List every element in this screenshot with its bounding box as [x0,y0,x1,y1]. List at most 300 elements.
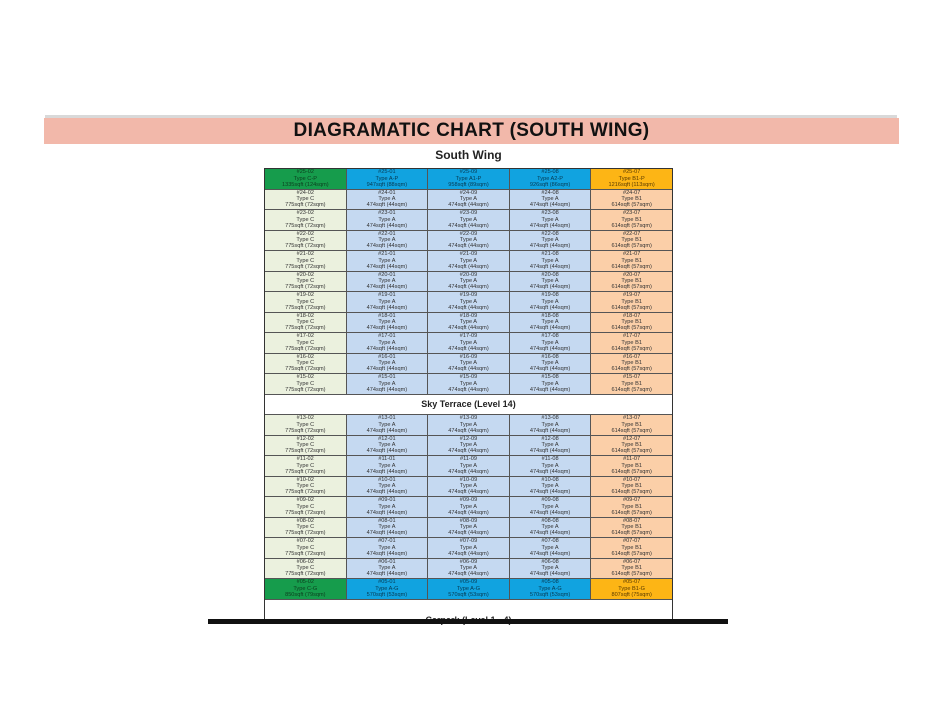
unit-unit: #07-02 [296,538,314,545]
unit-type: Type B1 [621,298,642,305]
unit-type: Type A-G [456,585,481,592]
unit-cell [428,518,510,539]
unit-area: 614sqft (57sqm) [611,222,652,229]
unit-area: 474sqft (44sqm) [448,284,489,291]
unit-unit: #09-01 [378,497,396,504]
unit-type: Type A-G [375,585,399,592]
unit-cell [347,579,429,600]
upper-floors [265,169,672,395]
unit-cell [510,497,592,518]
unit-type: Type A [541,380,559,387]
unit-cell [347,169,429,190]
unit-unit: #10-08 [541,476,559,483]
unit-unit: #22-01 [378,230,396,237]
unit-area: 474sqft (44sqm) [448,509,489,516]
unit-area: 614sqft (57sqm) [611,304,652,311]
unit-type: Type C-P [293,175,317,182]
floor-row [265,456,672,477]
unit-cell [591,251,672,272]
unit-area: 775sqft (72sqm) [285,530,326,537]
unit-type: Type A [541,360,559,367]
unit-unit: #08-02 [296,517,314,524]
baseline-bar [208,619,728,624]
unit-unit: #22-08 [541,230,559,237]
unit-area: 775sqft (72sqm) [285,366,326,373]
unit-type: Type A [541,298,559,305]
unit-cell [591,436,672,457]
unit-unit: #21-02 [296,251,314,258]
unit-type: Type C [296,524,315,531]
unit-type: Type A [541,483,559,490]
floor-row [265,518,672,539]
unit-cell [510,169,592,190]
unit-area: 474sqft (44sqm) [448,489,489,496]
unit-type: Type A [378,442,396,449]
unit-area: 614sqft (57sqm) [611,263,652,270]
unit-area: 775sqft (72sqm) [285,304,326,311]
unit-area: 807sqft (75sqm) [611,591,652,598]
unit-cell [428,354,510,375]
chart-subtitle: South Wing [435,148,502,162]
unit-unit: #12-01 [378,435,396,442]
unit-area: 775sqft (72sqm) [285,571,326,578]
unit-cell [347,518,429,539]
unit-cell [347,190,429,211]
unit-unit: #23-08 [541,210,559,217]
unit-area: 474sqft (44sqm) [448,550,489,557]
unit-cell [265,436,347,457]
unit-type: Type A [541,421,559,428]
unit-cell [510,559,592,580]
unit-area: 474sqft (44sqm) [529,448,571,455]
unit-type: Type A [541,278,559,285]
unit-cell [347,559,429,580]
unit-cell [510,436,592,457]
unit-area: 775sqft (72sqm) [285,243,326,250]
unit-area: 614sqft (57sqm) [611,530,652,537]
unit-cell [510,415,592,436]
floor-row [265,210,672,231]
unit-type: Type A [378,503,396,510]
unit-area: 474sqft (44sqm) [448,202,489,209]
unit-area: 474sqft (44sqm) [448,243,489,250]
unit-area: 474sqft (44sqm) [366,427,408,434]
unit-type: Type A [541,319,559,326]
unit-type: Type C [296,442,315,449]
unit-unit: #11-01 [378,456,396,463]
unit-unit: #10-02 [296,476,314,483]
unit-cell [265,272,347,293]
unit-type: Type C [296,380,315,387]
unit-area: 614sqft (57sqm) [611,202,652,209]
unit-cell [510,313,592,334]
unit-type: Type A [459,257,478,264]
floor-row [265,497,672,518]
unit-area: 474sqft (44sqm) [366,366,408,373]
unit-area: 474sqft (44sqm) [529,509,571,516]
unit-unit: #07-07 [622,538,641,545]
unit-cell [347,415,429,436]
unit-unit: #08-08 [541,517,559,524]
unit-cell [428,169,510,190]
unit-cell [428,333,510,354]
unit-type: Type A [541,442,559,449]
unit-area: 614sqft (57sqm) [611,468,652,475]
unit-area: 474sqft (44sqm) [366,243,408,250]
unit-cell [591,415,672,436]
unit-cell [591,169,672,190]
unit-unit: #06-09 [459,558,478,565]
unit-cell [591,292,672,313]
unit-cell [510,292,592,313]
floor-row [265,374,672,395]
unit-cell [591,374,672,395]
unit-type: Type A [459,360,478,367]
unit-unit: #09-07 [622,497,641,504]
unit-area: 775sqft (72sqm) [285,386,326,393]
unit-area: 474sqft (44sqm) [529,489,571,496]
unit-unit: #24-01 [378,189,396,196]
unit-type: Type B1 [621,216,642,223]
unit-cell [428,579,510,600]
unit-unit: #24-08 [541,189,559,196]
unit-area: 775sqft (72sqm) [285,550,326,557]
unit-area: 474sqft (44sqm) [448,222,489,229]
unit-cell [510,579,592,600]
unit-type: Type C [296,298,315,305]
unit-type: Type C [296,565,315,572]
unit-unit: #06-08 [541,558,559,565]
unit-unit: #09-09 [459,497,478,504]
unit-type: Type B1 [621,565,642,572]
unit-type: Type B1-G [618,585,646,592]
unit-unit: #12-09 [459,435,478,442]
unit-unit: #18-07 [622,312,641,319]
unit-area: 474sqft (44sqm) [529,263,571,270]
floor-row [265,272,672,293]
unit-unit: #06-07 [622,558,641,565]
unit-area: 474sqft (44sqm) [529,427,571,434]
unit-type: Type C [296,216,315,223]
floor-row [265,231,672,252]
unit-area: 474sqft (44sqm) [366,448,408,455]
unit-area: 474sqft (44sqm) [366,222,408,229]
unit-area: 775sqft (72sqm) [285,345,326,352]
unit-unit: #24-09 [459,189,478,196]
unit-unit: #13-09 [459,415,478,422]
unit-unit: #05-07 [622,579,641,586]
unit-unit: #17-09 [459,333,478,340]
unit-cell [591,518,672,539]
unit-area: 775sqft (72sqm) [285,489,326,496]
unit-type: Type A-P [375,175,399,182]
unit-area: 474sqft (44sqm) [529,345,571,352]
unit-cell [510,333,592,354]
unit-unit: #18-01 [378,312,396,319]
unit-type: Type C [296,257,315,264]
unit-cell [265,456,347,477]
unit-area: 947sqft (88sqm) [366,181,408,188]
unit-type: Type A [459,442,478,449]
unit-cell [428,538,510,559]
unit-type: Type A [459,196,478,203]
unit-type: Type A [459,544,478,551]
unit-cell [347,272,429,293]
unit-area: 474sqft (44sqm) [366,263,408,270]
unit-unit: #16-07 [622,353,641,360]
unit-unit: #24-02 [296,189,314,196]
unit-area: 775sqft (72sqm) [285,263,326,270]
unit-cell [510,190,592,211]
unit-type: Type C [296,319,315,326]
unit-unit: #22-07 [622,230,641,237]
unit-unit: #17-01 [378,333,396,340]
unit-unit: #20-09 [459,271,478,278]
unit-area: 474sqft (44sqm) [366,530,408,537]
unit-unit: #23-07 [622,210,641,217]
unit-type: Type A [541,544,559,551]
unit-type: Type A [541,216,559,223]
unit-area: 775sqft (72sqm) [285,222,326,229]
unit-cell [428,374,510,395]
unit-cell [265,477,347,498]
floor-row [265,436,672,457]
unit-unit: #21-09 [459,251,478,258]
unit-unit: #23-09 [459,210,478,217]
unit-type: Type A-G [538,585,562,592]
unit-cell [265,231,347,252]
unit-unit: #11-02 [296,456,314,463]
unit-cell [265,169,347,190]
unit-unit: #05-08 [541,579,559,586]
unit-unit: #09-08 [541,497,559,504]
unit-unit: #21-01 [378,251,396,258]
unit-cell [591,210,672,231]
unit-area: 570sqft (53sqm) [529,591,571,598]
floor-row [265,292,672,313]
unit-cell [347,313,429,334]
unit-area: 474sqft (44sqm) [448,448,489,455]
unit-area: 474sqft (44sqm) [529,222,571,229]
unit-type: Type A [459,483,478,490]
unit-unit: #11-08 [541,456,559,463]
unit-type: Type B1 [621,442,642,449]
floor-row [265,415,672,436]
unit-cell [347,456,429,477]
unit-unit: #05-09 [459,579,478,586]
unit-area: 570sqft (53sqm) [366,591,408,598]
unit-unit: #25-09 [459,169,478,176]
unit-type: Type A [541,503,559,510]
unit-unit: #25-01 [378,169,396,176]
unit-cell [510,231,592,252]
unit-cell [265,415,347,436]
unit-unit: #12-07 [622,435,641,442]
unit-type: Type A [541,524,559,531]
unit-type: Type C [296,421,315,428]
unit-unit: #17-07 [622,333,641,340]
unit-unit: #16-09 [459,353,478,360]
unit-cell [428,436,510,457]
unit-cell [591,231,672,252]
unit-type: Type A1-P [455,175,482,182]
unit-type: Type C [296,196,315,203]
unit-cell [265,190,347,211]
unit-type: Type A [378,319,396,326]
unit-area: 474sqft (44sqm) [529,468,571,475]
floor-row [265,190,672,211]
unit-area: 775sqft (72sqm) [285,284,326,291]
unit-cell [428,292,510,313]
unit-cell [347,436,429,457]
unit-type: Type B1 [621,380,642,387]
unit-cell [510,272,592,293]
unit-unit: #11-09 [459,456,477,463]
unit-cell [591,538,672,559]
floor-row [265,251,672,272]
unit-unit: #08-01 [378,517,396,524]
unit-type: Type A [541,196,559,203]
unit-unit: #20-02 [296,271,314,278]
unit-type: Type A [459,565,478,572]
unit-unit: #15-07 [622,374,641,381]
unit-unit: #20-01 [378,271,396,278]
unit-type: Type C [296,339,315,346]
unit-unit: #25-02 [296,169,314,176]
unit-cell [591,272,672,293]
unit-unit: #15-08 [541,374,559,381]
unit-cell [510,251,592,272]
unit-type: Type A [378,216,396,223]
unit-unit: #09-02 [296,497,314,504]
unit-area: 474sqft (44sqm) [529,571,571,578]
unit-unit: #24-07 [622,189,641,196]
unit-area: 474sqft (44sqm) [448,304,489,311]
unit-cell [591,477,672,498]
unit-unit: #13-02 [296,415,314,422]
unit-area: 1335sqft (124sqm) [281,181,329,188]
unit-type: Type A [378,565,396,572]
unit-type: Type A [541,462,559,469]
unit-cell [347,251,429,272]
unit-unit: #19-07 [622,292,641,299]
unit-unit: #18-08 [541,312,559,319]
unit-area: 474sqft (44sqm) [529,202,571,209]
unit-type: Type B1 [621,319,642,326]
unit-area: 570sqft (53sqm) [448,591,489,598]
unit-cell [265,210,347,231]
unit-type: Type A [459,237,478,244]
unit-type: Type A [541,257,559,264]
unit-area: 614sqft (57sqm) [611,386,652,393]
unit-unit: #25-08 [541,169,559,176]
unit-type: Type A [378,196,396,203]
unit-cell [347,538,429,559]
unit-type: Type A [378,278,396,285]
unit-area: 474sqft (44sqm) [366,284,408,291]
floor-row [265,538,672,559]
unit-area: 474sqft (44sqm) [366,571,408,578]
unit-area: 474sqft (44sqm) [366,304,408,311]
unit-area: 474sqft (44sqm) [366,202,408,209]
unit-type: Type B1 [621,421,642,428]
unit-unit: #16-02 [296,353,314,360]
floor-row [265,477,672,498]
unit-unit: #05-02 [296,579,314,586]
unit-cell [591,579,672,600]
unit-type: Type A [378,462,396,469]
floor-row [265,354,672,375]
unit-type: Type B1-P [618,175,645,182]
unit-type: Type C [296,483,315,490]
unit-cell [265,579,347,600]
unit-area: 614sqft (57sqm) [611,427,652,434]
unit-type: Type B1 [621,278,642,285]
unit-type: Type B1 [621,196,642,203]
unit-cell [428,415,510,436]
unit-unit: #22-02 [296,230,314,237]
unit-cell [347,210,429,231]
unit-unit: #10-01 [378,476,396,483]
unit-type: Type A [459,380,478,387]
unit-type: Type B1 [621,257,642,264]
unit-cell [347,497,429,518]
unit-unit: #07-01 [378,538,396,545]
unit-area: 1216sqft (113sqm) [608,181,655,188]
unit-cell [265,333,347,354]
unit-unit: #22-09 [459,230,478,237]
unit-type: Type A [541,237,559,244]
unit-type: Type B1 [621,339,642,346]
unit-unit: #07-09 [459,538,478,545]
unit-unit: #06-02 [296,558,314,565]
unit-area: 474sqft (44sqm) [366,325,408,332]
unit-type: Type C [296,462,315,469]
unit-area: 614sqft (57sqm) [611,325,652,332]
unit-unit: #21-08 [541,251,559,258]
unit-unit: #15-01 [378,374,396,381]
unit-area: 474sqft (44sqm) [366,386,408,393]
unit-unit: #25-07 [622,169,641,176]
unit-cell [347,333,429,354]
unit-area: 474sqft (44sqm) [366,550,408,557]
unit-unit: #15-02 [296,374,314,381]
unit-cell [428,210,510,231]
unit-type: Type A [459,462,478,469]
unit-area: 474sqft (44sqm) [529,243,571,250]
unit-area: 614sqft (57sqm) [611,489,652,496]
unit-type: Type A [378,483,396,490]
unit-cell [265,497,347,518]
unit-type: Type C [296,544,315,551]
unit-cell [265,538,347,559]
unit-cell [591,190,672,211]
unit-type: Type A [378,524,396,531]
lower-floors [265,415,672,600]
unit-cell [510,538,592,559]
unit-area: 474sqft (44sqm) [448,386,489,393]
unit-area: 614sqft (57sqm) [611,243,652,250]
unit-type: Type C [296,278,315,285]
unit-cell [347,374,429,395]
unit-type: Type A [459,421,478,428]
unit-cell [428,231,510,252]
unit-type: Type B1 [621,544,642,551]
unit-cell [428,559,510,580]
unit-area: 474sqft (44sqm) [366,489,408,496]
unit-cell [428,272,510,293]
unit-type: Type C [296,360,315,367]
